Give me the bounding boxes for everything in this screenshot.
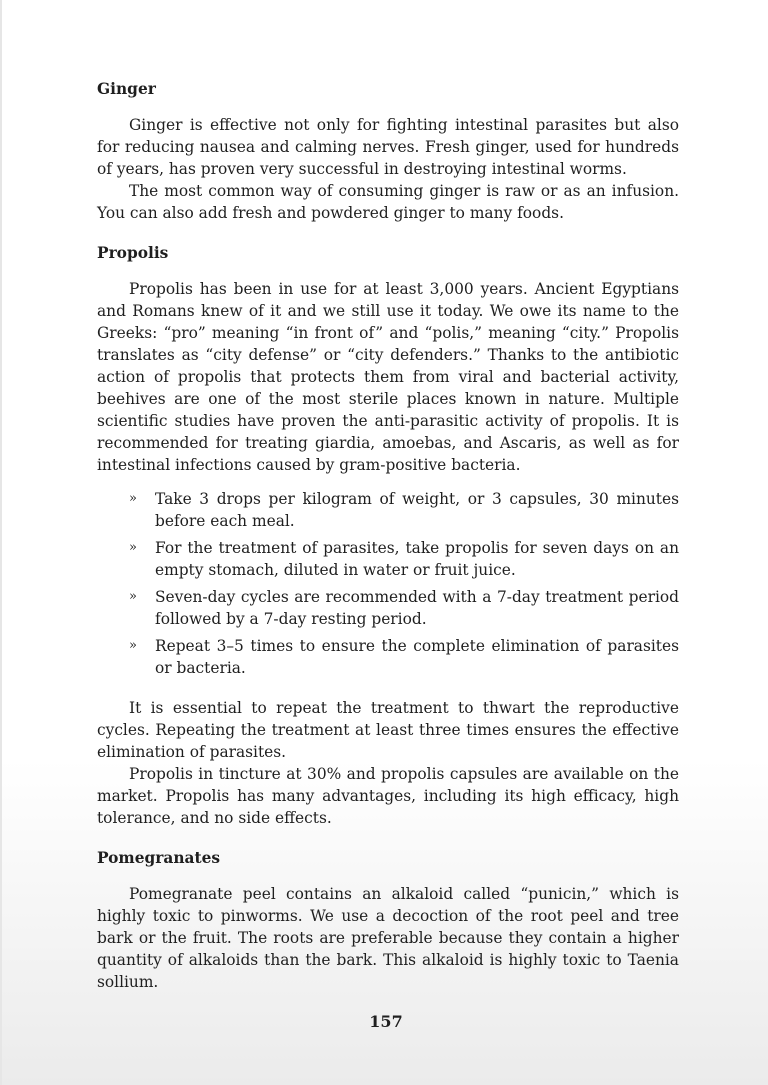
list-item bbox=[129, 488, 679, 532]
section-heading: Propolis bbox=[97, 244, 169, 262]
bullet-marker: » bbox=[129, 638, 137, 653]
page-number: 157 bbox=[369, 1012, 403, 1031]
list-item-text: Seven-day cycles are recommended with a 7-day treatment period followed by a 7-day resting period. bbox=[155, 588, 679, 628]
section-ginger bbox=[97, 78, 679, 224]
bullet-marker: » bbox=[129, 540, 137, 555]
bullet-list bbox=[97, 488, 679, 679]
list-item bbox=[129, 635, 679, 679]
body-paragraph: Ginger is effective not only for fighting intestinal parasites but also for reducing nausea and calming nerves. Fresh ginger, used for hundreds of years, has proven very successful in destroying intestinal worms. bbox=[97, 116, 679, 178]
section-heading: Pomegranates bbox=[97, 849, 221, 867]
body-paragraph: Pomegranate peel contains an alkaloid called “punicin,” which is highly toxic to pinworms. We use a decoction of the root peel and tree bark or the fruit. The roots are preferable because they contain a higher quantity of alkaloids than the bark. This alkaloid is highly toxic to Taenia sollium. bbox=[97, 885, 679, 991]
body-paragraph: It is essential to repeat the treatment to thwart the reproductive cycles. Repeating the treatment at least three times ensures the effective elimination of parasites. bbox=[97, 699, 679, 761]
list-item-text: For the treatment of parasites, take propolis for seven days on an empty stomach, diluted in water or fruit juice. bbox=[155, 539, 679, 579]
section-heading: Ginger bbox=[97, 80, 156, 98]
body-paragraph: Propolis has been in use for at least 3,000 years. Ancient Egyptians and Romans knew of it and we still use it today. We owe its name to the Greeks: “pro” meaning “in front of” and “polis,” meaning “city.” Propolis translates as “city defense” or “city defenders.” Thanks to the antibiotic action of propolis that protects them from viral and bacterial activity, beehives are one of the most sterile places known in nature. Multiple scientific studies have proven the anti-parasitic activity of propolis. It is recommended for treating giardia, amoebas, and Ascaris, as well as for intestinal infections caused by gram-positive bacteria. bbox=[97, 280, 679, 474]
list-item-text: Take 3 drops per kilogram of weight, or 3 capsules, 30 minutes before each meal. bbox=[155, 490, 679, 530]
section-propolis bbox=[97, 242, 679, 829]
section-pomegranates bbox=[97, 847, 679, 993]
bullet-marker: » bbox=[129, 589, 137, 604]
list-item bbox=[129, 537, 679, 581]
body-paragraph: Propolis in tincture at 30% and propolis capsules are available on the market. Propolis has many advantages, including its high efficacy, high tolerance, and no side effects. bbox=[97, 765, 679, 827]
list-item bbox=[129, 586, 679, 630]
list-item-text: Repeat 3–5 times to ensure the complete elimination of parasites or bacteria. bbox=[155, 637, 679, 677]
body-paragraph: The most common way of consuming ginger is raw or as an infusion. You can also add fresh and powdered ginger to many foods. bbox=[97, 182, 679, 222]
bullet-marker: » bbox=[129, 491, 137, 506]
page-content bbox=[97, 78, 679, 1011]
